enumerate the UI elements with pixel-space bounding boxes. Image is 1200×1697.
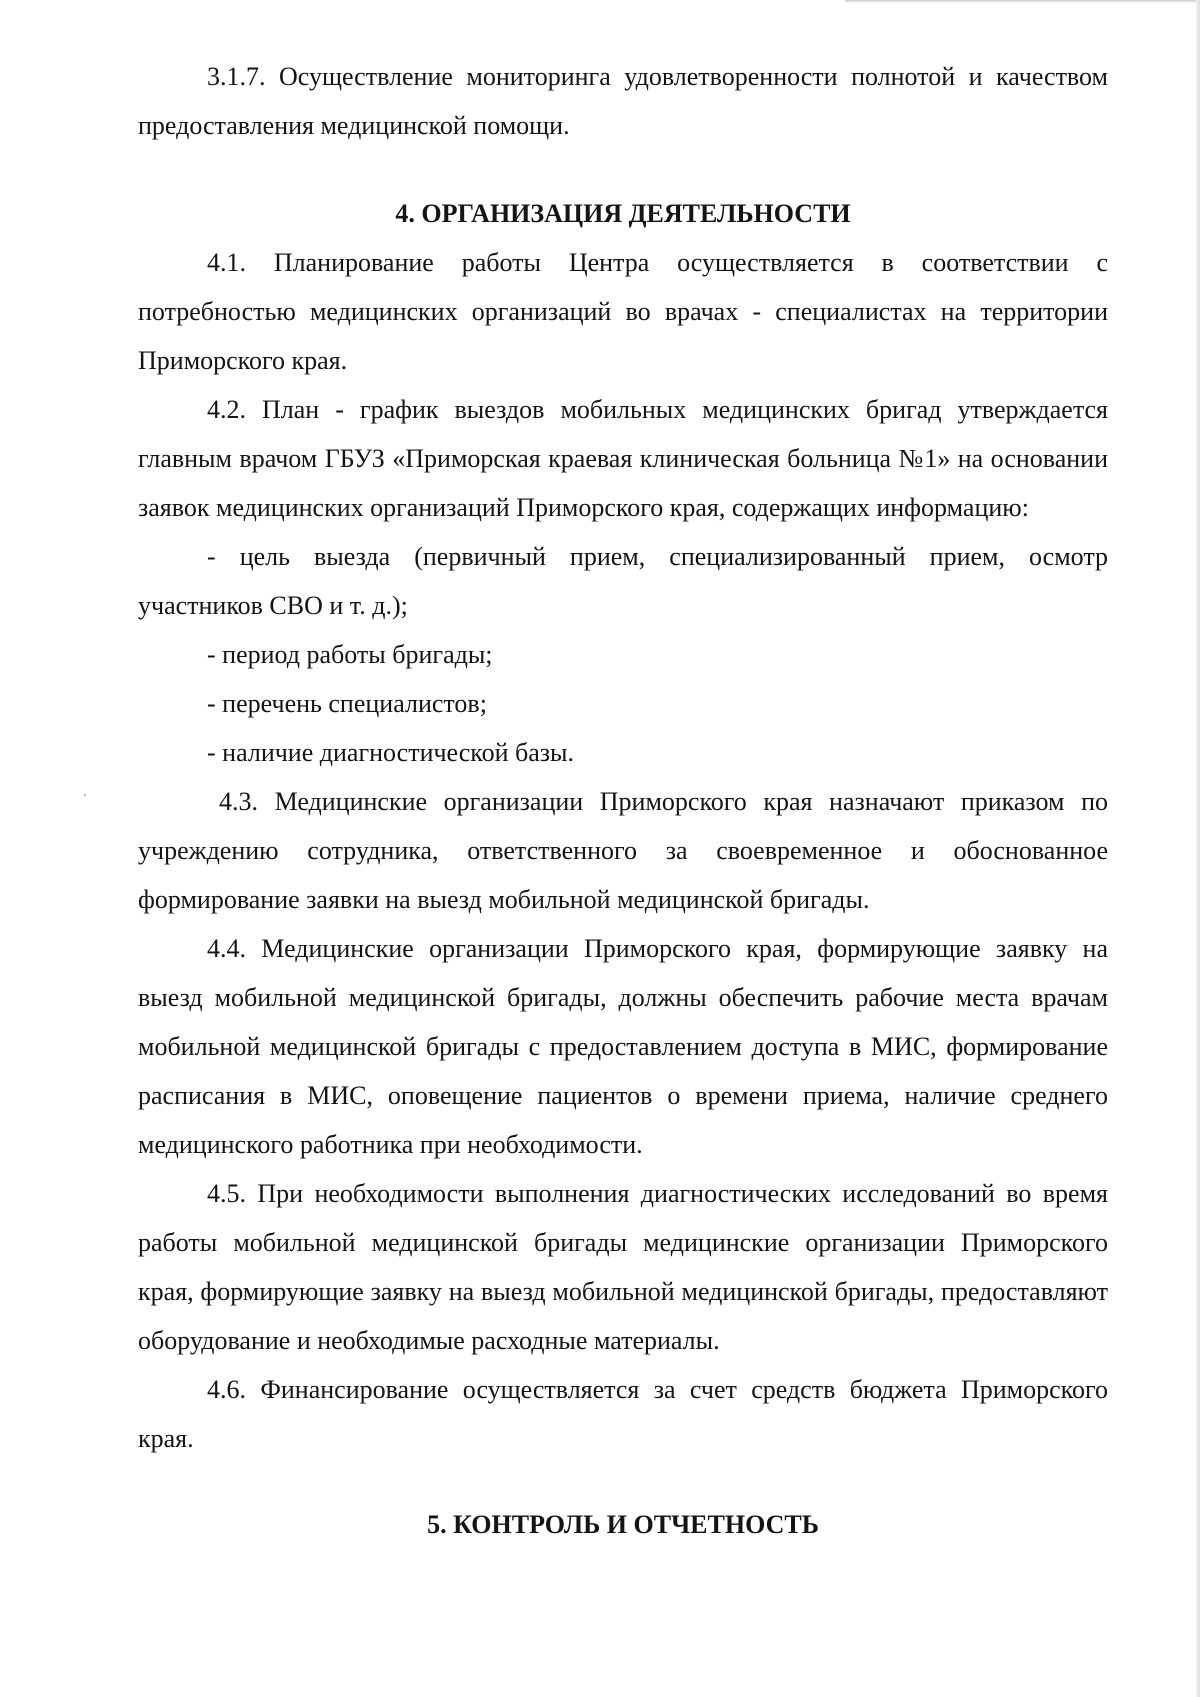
section-heading-4: 4. ОРГАНИЗАЦИЯ ДЕЯТЕЛЬНОСТИ <box>395 199 851 228</box>
paragraph-4-3: 4.3. Медицинские организации Приморского края назначают приказом по учреждению сотрудника, ответственного за своевременное и обоснованное формирование заявки на выезд мобильной медицинской бригады. <box>138 787 1108 914</box>
paragraph-3-1-7: 3.1.7. Осуществление мониторинга удовлетворенности полнотой и качеством предоставления медицинской помощи. <box>138 62 1108 140</box>
section-heading-5: 5. КОНТРОЛЬ И ОТЧЕТНОСТЬ <box>427 1510 819 1539</box>
list-item-specialists: - перечень специалистов; <box>207 689 487 718</box>
document-body <box>138 52 1108 1549</box>
paragraph-4-1: 4.1. Планирование работы Центра осуществляется в соответствии с потребностью медицинских организаций во врачах - специалистах на территории Приморского края. <box>138 248 1108 375</box>
paragraph-4-2: 4.2. План - график выездов мобильных медицинских бригад утверждается главным врачом ГБУЗ «Приморская краевая клиническая больница №1» на основании заявок медицинских организаций Приморского края, содержащих информацию: <box>138 395 1108 522</box>
paragraph-4-4: 4.4. Медицинские организации Приморского края, формирующие заявку на выезд мобильной медицинской бригады, должны обеспечить рабочие места врачам мобильной медицинской бригады с предоставлением доступа в МИС, формирование расписания в МИС, оповещение пациентов о времени приема, наличие среднего медицинского работника при необходимости. <box>138 934 1108 1159</box>
scan-edge-right <box>1196 0 1200 1697</box>
list-item-purpose: - цель выезда (первичный прием, специализированный прием, осмотр участников СВО и т. д.); <box>138 542 1108 620</box>
list-item-diagnostics: - наличие диагностической базы. <box>207 738 575 767</box>
scan-speck <box>84 794 86 796</box>
list-item-period: - период работы бригады; <box>207 640 493 669</box>
paragraph-4-5: 4.5. При необходимости выполнения диагностических исследований во время работы мобильной медицинской бригады медицинские организации Приморского края, формирующие заявку на выезд мобильной медицинской бригады, предоставляют оборудование и необходимые расходные материалы. <box>138 1179 1108 1355</box>
paragraph-4-6: 4.6. Финансирование осуществляется за счет средств бюджета Приморского края. <box>138 1375 1108 1453</box>
scan-edge-top <box>845 0 1200 3</box>
